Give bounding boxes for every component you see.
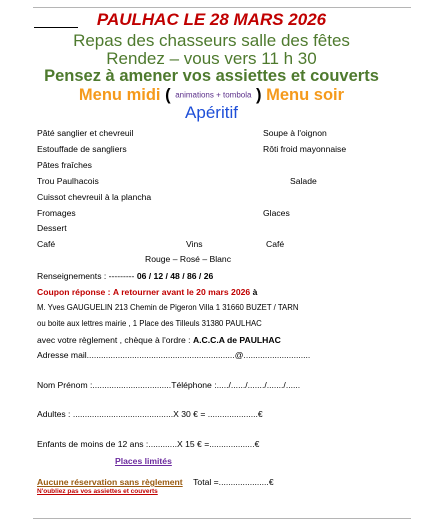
reminder-footer: N'oubliez pas vos assiettes et couverts	[37, 488, 158, 495]
menu-midi-item: Cuissot chevreuil à la plancha	[37, 192, 152, 202]
event-time: Rendez – vous vers 11 h 30	[106, 49, 317, 68]
menu-midi-item: Dessert	[37, 223, 67, 233]
event-title: PAULHAC LE 28 MARS 2026	[96, 10, 327, 29]
menu-midi-item: Trou Paulhacois	[37, 176, 99, 186]
reminder-heading: Pensez à amener vos assiettes et couverts	[44, 67, 379, 85]
coupon-label: Coupon réponse :	[37, 287, 111, 297]
payment-order: A.C.C.A de PAULHAC	[192, 335, 281, 345]
coupon-line	[37, 288, 257, 297]
bottom-rule	[33, 518, 411, 519]
paren-close: )	[256, 86, 262, 104]
menu-midi-item: Pâtes fraîches	[37, 160, 92, 170]
menu-soir-item: Glaces	[263, 208, 290, 218]
menu-heading-row	[0, 87, 423, 104]
top-rule	[33, 7, 411, 8]
wine-colors: Rouge – Rosé – Blanc	[145, 254, 231, 264]
event-subtitle: Repas des chasseurs salle des fêtes	[73, 31, 350, 50]
menu-soir-item: Soupe à l'oignon	[263, 128, 327, 138]
title-underline	[34, 27, 78, 28]
menu-midi-item: Fromages	[37, 208, 76, 218]
paren-open: (	[165, 86, 171, 104]
total-field: Total =.....................€	[193, 477, 274, 487]
mailbox-address: ou boite aux lettres mairie , 1 Place des Tilleuls 31380 PAULHAC	[37, 319, 262, 328]
reservation-line	[37, 473, 274, 489]
menu-midi-item: Estouffade de sangliers	[37, 144, 127, 154]
places-limited: Places limités	[115, 456, 172, 466]
wines-label: Vins	[186, 239, 203, 249]
children-field: Enfants de moins de 12 ans :............X 15 € =...................€	[37, 439, 260, 449]
renseignements-label: Renseignements : ---------	[37, 271, 135, 281]
name-phone-field: Nom Prénom :.................................Téléphone :...../....../......./......./......	[37, 380, 301, 390]
menu-midi-item: Pâté sanglier et chevreuil	[37, 128, 134, 138]
menu-soir-item: Café	[266, 239, 285, 249]
postal-address: M. Yves GAUGUELIN 213 Chemin de Pigeron Villa 1 31660 BUZET / TARN	[37, 303, 299, 312]
payment-line	[37, 336, 281, 345]
coupon-deadline: A retourner avant le 20 mars 2026	[112, 287, 251, 297]
menu-soir-heading: Menu soir	[266, 86, 345, 104]
coupon-a: à	[252, 287, 258, 297]
email-field: Adresse mail..............................................................@............................	[37, 350, 311, 360]
menu-midi-item: Café	[37, 239, 56, 249]
adults-field: Adultes : ..........................................X 30 € = .....................€	[37, 409, 263, 419]
menu-soir-item: Rôti froid mayonnaise	[263, 144, 347, 154]
payment-prefix: avec votre règlement , chèque à l'ordre :	[37, 335, 191, 345]
menu-midi-heading: Menu midi	[78, 86, 161, 104]
renseignements-line	[37, 272, 213, 281]
contact-phone: 06 / 12 / 48 / 86 / 26	[136, 271, 214, 281]
no-reservation-notice: Aucune réservation sans règlement	[37, 477, 183, 487]
menu-soir-item: Salade	[290, 176, 317, 186]
aperitif-heading: Apéritif	[185, 103, 238, 122]
animations-note: animations + tombola	[175, 90, 252, 100]
